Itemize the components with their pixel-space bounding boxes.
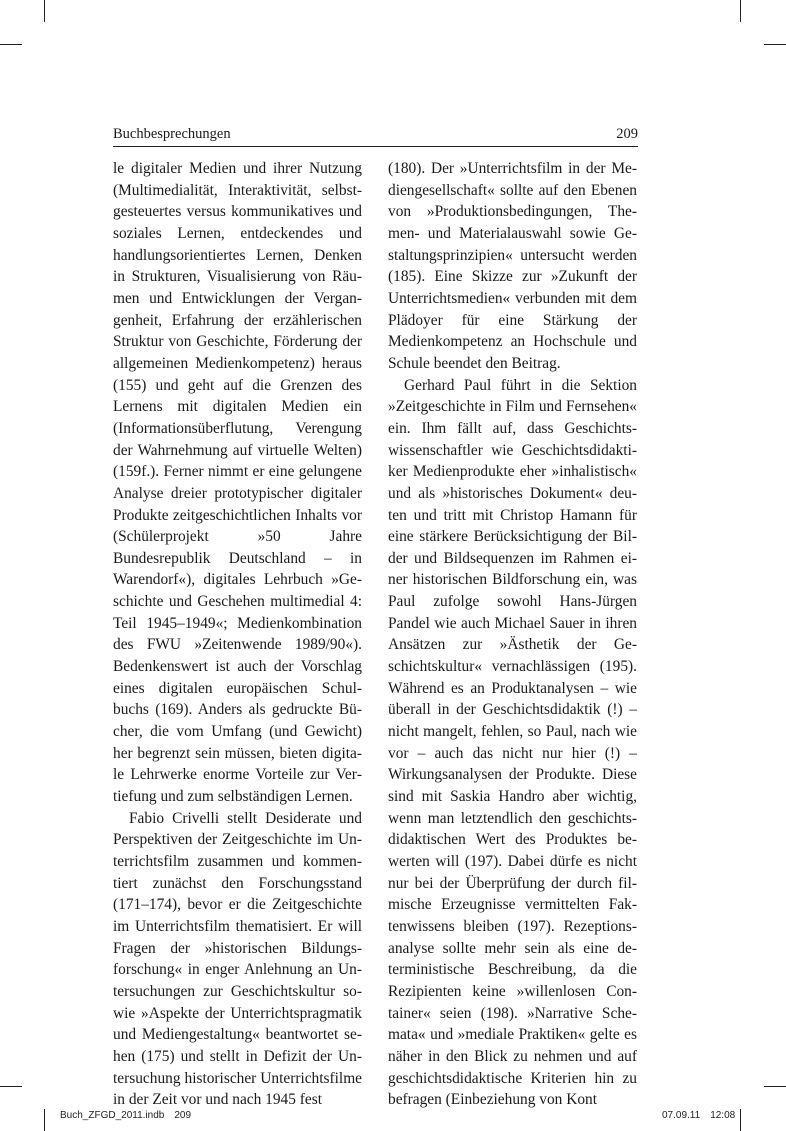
left-column <box>113 158 362 1111</box>
paragraph: (180). Der »Unterrichtsfilm in der Mediengesellschaft« sollte auf den Ebenen von »Produktionsbedingungen, Themen- und Materialauswahl sowie Gestaltungsprinzipien« untersucht werden (185). Eine Skizze zur »Zukunft der Unterrichtsmedien« verbunden mit dem Plädoyer für eine Stärkung der Medienkompetenz an Hochschule und Schule beendet den Beitrag. <box>388 160 637 372</box>
running-header <box>113 124 638 147</box>
right-column <box>388 158 637 1111</box>
page-number: 209 <box>616 126 638 142</box>
crop-mark <box>44 0 45 22</box>
paragraph: Fabio Crivelli stellt Desiderate und Perspektiven der Zeitgeschichte im Unterrichtsfilm zusammen und kommentiert zunächst den Forschungsstand (171–174), bevor er die Zeitgeschichte im Unterrichtsfilm thematisiert. Er will Fragen der »historischen Bildungsforschung« in enger Anlehnung an Untersuchungen zur Geschichtskultur sowie »Aspekte der Unterrichtspragmatik und Mediengestaltung« beantwortet sehen (175) und stellt in Defizit der Untersuchung historischer Unterrichtsfilme in der Zeit vor und nach 1945 fest <box>113 809 362 1109</box>
section-title: Buchbesprechungen <box>113 126 231 142</box>
crop-mark <box>0 44 22 45</box>
slug-sheet: 209 <box>174 1110 192 1121</box>
paragraph: Gerhard Paul führt in die Sektion »Zeitgeschichte in Film und Fernsehen« ein. Ihm fällt auf, dass Geschichtswissenschaftler wie Geschichtsdidaktiker Medienprodukte eher »inhalistisch« und als »historisches Dokument« deuten und tritt mit Christop Hamann für eine stärkere Berücksichtigung der Bilder und Bildsequenzen im Rahmen einer historischen Bildforschung ein, was Paul zufolge sowohl Hans-Jürgen Pandel wie auch Michael Sauer in ihren Ansätzen zur »Ästhetik der Geschichtskultur« vernachlässigen (195). Während es an Produktanalysen – wie überall in der Geschichtsdidaktik (!) – nicht mangelt, fehlen, so Paul, nach wie vor – auch das nicht nur hier (!) – Wirkungsanalysen der Produkte. Diese sind mit Saskia Handro aber wichtig, wenn man letztendlich den geschichtsdidaktischen Wert des Produktes bewerten will (197). Dabei dürfe es nicht nur bei der Überprüfung der durch filmische Erzeugnisse vermittelten Faktenwissens bleiben (197). Rezeptionsanalyse sollte mehr sein als eine deterministische Beschreibung, da die Rezipienten keine »willenlosen Container« seien (198). »Narrative Schemata« und »mediale Praktiken« gelte es näher in den Blick zu nehmen und auf geschichtsdidaktische Kriterien hin zu befragen (Einbeziehung von Kont <box>388 376 637 1109</box>
slug-time: 12:08 <box>710 1110 736 1121</box>
crop-mark <box>740 0 741 22</box>
crop-mark <box>44 1109 45 1131</box>
crop-mark <box>764 1086 786 1087</box>
crop-mark <box>0 1086 22 1087</box>
slug-date: 07.09.11 <box>662 1110 701 1121</box>
paragraph: le digitaler Medien und ihrer Nutzung (Multimedialität, Interaktivität, selbstgesteuertes versus kommunikatives und soziales Lernen, entdeckendes und handlungsorientiertes Lernen, Denken in Strukturen, Visualisierung von Räumen und Entwicklungen der Vergangenheit, Erfahrung der erzählerischen Struktur von Geschichte, Förderung der allgemeinen Medienkompetenz) heraus (155) und geht auf die Grenzen des Lernens mit digitalen Medien ein (Informationsüberflutung, Verengung der Wahrnehmung auf virtuelle Welten) (159f.). Ferner nimmt er eine gelungene Analyse dreier prototypischer digitaler Produkte zeitgeschichtlichen Inhalts vor (Schülerprojekt »50 Jahre Bundesrepublik Deutschland – in Warendorf«), digitales Lehrbuch »Geschichte und Geschehen multimedial 4: Teil 1945–1949«; Medienkombination des FWU »Zeitenwende 1989/90«). Bedenkenswert ist auch der Vorschlag eines digitalen europäischen Schulbuchs (169). Anders als gedruckte Bücher, die vom Umfang (und Gewicht) her begrenzt sein müssen, bieten digitale Lehrwerke enorme Vorteile zur Vertiefung und zum selbständigen Lernen. <box>113 160 362 806</box>
slug-filename: Buch_ZFGD_2011.indb <box>60 1110 165 1121</box>
crop-mark <box>764 44 786 45</box>
